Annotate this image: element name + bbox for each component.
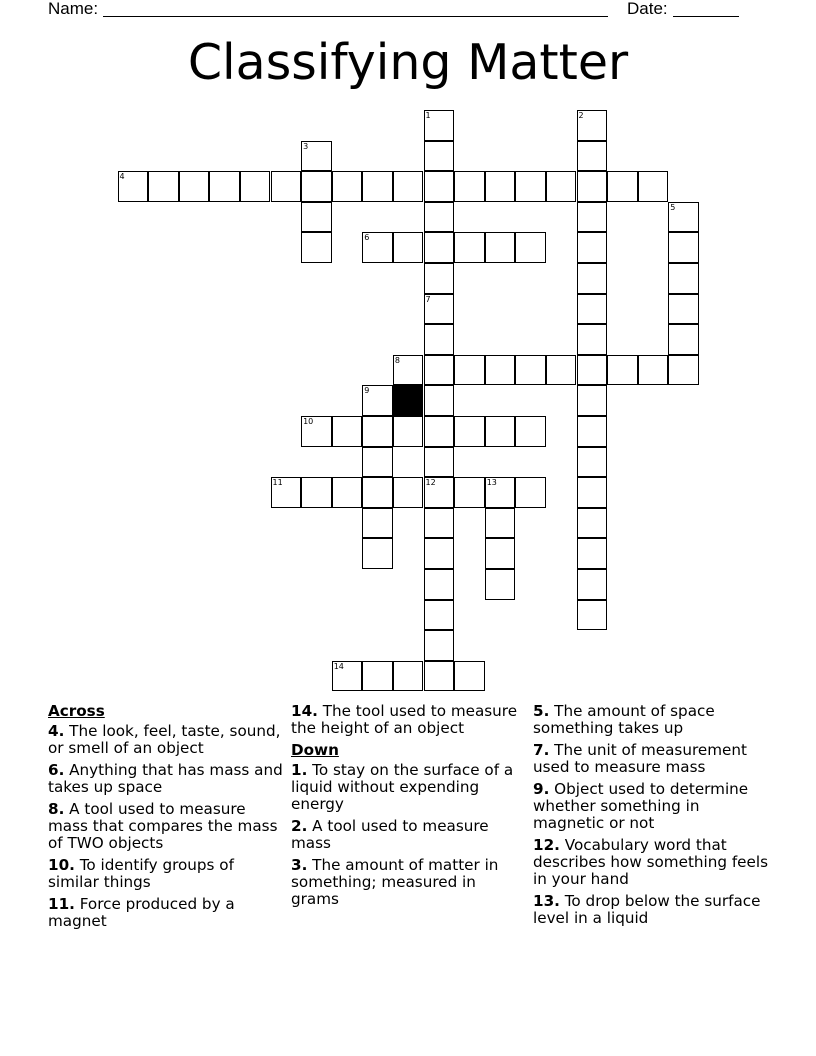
cell-number: 3 xyxy=(303,141,309,151)
clue-across-14 xyxy=(291,703,527,737)
grid-cell[interactable] xyxy=(485,538,516,569)
cell-number: 13 xyxy=(486,478,497,488)
clue-number: 5. xyxy=(533,702,550,720)
grid-cell[interactable] xyxy=(454,355,485,386)
grid-cell[interactable] xyxy=(424,232,455,263)
cell-number: 11 xyxy=(272,478,283,488)
grid-cell[interactable] xyxy=(668,324,699,355)
grid-cell[interactable] xyxy=(393,416,424,447)
grid-cell[interactable] xyxy=(454,661,485,692)
clue-text: Force produced by a magnet xyxy=(48,895,235,930)
cell-number: 2 xyxy=(578,111,584,120)
grid-cell[interactable] xyxy=(485,477,516,508)
black-cell xyxy=(393,385,424,416)
grid-cell[interactable] xyxy=(577,324,608,355)
grid-cell[interactable] xyxy=(577,171,608,202)
grid-cell[interactable] xyxy=(393,477,424,508)
grid-cell[interactable] xyxy=(577,232,608,263)
grid-cell[interactable] xyxy=(362,416,393,447)
grid-cell[interactable] xyxy=(546,355,577,386)
down-heading: Down xyxy=(291,741,339,759)
grid-cell[interactable] xyxy=(424,569,455,600)
grid-cell[interactable] xyxy=(362,661,393,692)
grid-cell[interactable] xyxy=(301,202,332,233)
grid-cell[interactable] xyxy=(577,477,608,508)
grid-cell[interactable] xyxy=(577,416,608,447)
clue-number: 4. xyxy=(48,722,65,740)
grid-cell[interactable] xyxy=(362,447,393,478)
clue-number: 6. xyxy=(48,761,65,779)
cell-number: 6 xyxy=(364,233,370,243)
clue-number: 9. xyxy=(533,780,550,798)
clue-across-6 xyxy=(48,762,284,796)
grid-cell[interactable] xyxy=(424,661,455,692)
grid-cell[interactable] xyxy=(271,477,302,508)
clues-column-3 xyxy=(533,700,769,932)
grid-cell[interactable] xyxy=(424,630,455,661)
grid-cell[interactable] xyxy=(577,202,608,233)
clue-number: 2. xyxy=(291,817,308,835)
grid-cell[interactable] xyxy=(332,661,363,692)
clue-text: Vocabulary word that describes how something feels in your hand xyxy=(533,836,769,888)
grid-cell[interactable] xyxy=(577,294,608,325)
cell-number: 9 xyxy=(364,386,370,396)
clues-column-1 xyxy=(48,700,284,935)
clue-down-1 xyxy=(291,762,527,813)
grid-cell[interactable] xyxy=(148,171,179,202)
clue-text: A tool used to measure mass that compares the mass of TWO objects xyxy=(48,800,278,852)
clue-number: 11. xyxy=(48,895,75,913)
grid-cell[interactable] xyxy=(607,171,638,202)
grid-cell[interactable] xyxy=(668,294,699,325)
grid-cell[interactable] xyxy=(424,202,455,233)
clue-text: Object used to determine whether something in magnetic or not xyxy=(533,780,749,832)
grid-cell[interactable] xyxy=(546,171,577,202)
grid-cell[interactable] xyxy=(515,477,546,508)
grid-cell[interactable] xyxy=(454,477,485,508)
clue-text: To drop below the surface level in a liquid xyxy=(533,892,761,927)
clue-down-12 xyxy=(533,837,769,888)
grid-cell[interactable] xyxy=(424,355,455,386)
grid-cell[interactable] xyxy=(301,171,332,202)
grid-cell[interactable] xyxy=(332,171,363,202)
grid-cell[interactable] xyxy=(179,171,210,202)
clue-number: 12. xyxy=(533,836,560,854)
grid-cell[interactable] xyxy=(362,538,393,569)
cell-number: 10 xyxy=(303,417,314,426)
grid-cell[interactable] xyxy=(332,477,363,508)
date-label: Date: xyxy=(627,0,668,18)
clue-down-5 xyxy=(533,703,769,737)
clue-across-11 xyxy=(48,896,284,930)
grid-cell[interactable] xyxy=(424,600,455,631)
cell-number: 5 xyxy=(670,202,676,212)
clue-down-9 xyxy=(533,781,769,832)
clue-text: To identify groups of similar things xyxy=(48,856,234,891)
grid-cell[interactable] xyxy=(668,355,699,386)
grid-cell[interactable] xyxy=(515,171,546,202)
clues-column-2 xyxy=(291,700,527,913)
clue-down-3 xyxy=(291,857,527,908)
grid-cell[interactable] xyxy=(362,232,393,263)
grid-cell[interactable] xyxy=(515,355,546,386)
grid-cell[interactable] xyxy=(271,171,302,202)
grid-cell[interactable] xyxy=(607,355,638,386)
grid-cell[interactable] xyxy=(577,538,608,569)
grid-cell[interactable] xyxy=(424,110,455,141)
clue-text: The unit of measurement used to measure mass xyxy=(533,741,747,776)
clue-number: 3. xyxy=(291,856,308,874)
cell-number: 4 xyxy=(119,172,125,182)
clue-text: The look, feel, taste, sound, or smell of an object xyxy=(48,722,281,757)
grid-cell[interactable] xyxy=(454,232,485,263)
grid-cell[interactable] xyxy=(577,263,608,294)
grid-cell[interactable] xyxy=(668,202,699,233)
clue-text: The amount of space something takes up xyxy=(533,702,715,737)
grid-cell[interactable] xyxy=(485,171,516,202)
grid-cell[interactable] xyxy=(577,110,608,141)
grid-cell[interactable] xyxy=(485,232,516,263)
grid-cell[interactable] xyxy=(240,171,271,202)
grid-cell[interactable] xyxy=(577,600,608,631)
grid-cell[interactable] xyxy=(424,171,455,202)
clue-number: 13. xyxy=(533,892,560,910)
grid-cell[interactable] xyxy=(332,416,363,447)
grid-cell[interactable] xyxy=(515,416,546,447)
grid-cell[interactable] xyxy=(362,508,393,539)
name-label: Name: xyxy=(48,0,99,18)
grid-cell[interactable] xyxy=(577,447,608,478)
grid-cell[interactable] xyxy=(393,232,424,263)
grid-cell[interactable] xyxy=(577,569,608,600)
grid-cell[interactable] xyxy=(424,385,455,416)
grid-cell[interactable] xyxy=(424,141,455,172)
grid-cell[interactable] xyxy=(424,538,455,569)
clue-text: A tool used to measure mass xyxy=(291,817,489,852)
clue-text: Anything that has mass and takes up space xyxy=(48,761,283,796)
grid-cell[interactable] xyxy=(577,141,608,172)
grid-cell[interactable] xyxy=(301,477,332,508)
grid-cell[interactable] xyxy=(424,508,455,539)
grid-cell[interactable] xyxy=(301,416,332,447)
grid-cell[interactable] xyxy=(424,294,455,325)
grid-cell[interactable] xyxy=(209,171,240,202)
clue-across-10 xyxy=(48,857,284,891)
grid-cell[interactable] xyxy=(454,416,485,447)
grid-cell[interactable] xyxy=(577,355,608,386)
grid-cell[interactable] xyxy=(424,416,455,447)
grid-cell[interactable] xyxy=(577,508,608,539)
grid-cell[interactable] xyxy=(301,232,332,263)
cell-number: 12 xyxy=(425,478,436,488)
grid-cell[interactable] xyxy=(577,385,608,416)
grid-cell[interactable] xyxy=(515,232,546,263)
cell-number: 1 xyxy=(425,111,431,120)
across-heading: Across xyxy=(48,702,105,720)
clue-number: 1. xyxy=(291,761,308,779)
grid-cell[interactable] xyxy=(393,355,424,386)
grid-cell[interactable] xyxy=(301,141,332,172)
grid-cell[interactable] xyxy=(424,477,455,508)
clue-text: The amount of matter in something; measured in grams xyxy=(291,856,499,908)
clue-down-2 xyxy=(291,818,527,852)
grid-cell[interactable] xyxy=(668,263,699,294)
grid-cell[interactable] xyxy=(393,171,424,202)
grid-cell[interactable] xyxy=(485,569,516,600)
grid-cell[interactable] xyxy=(485,355,516,386)
grid-cell[interactable] xyxy=(485,508,516,539)
page-title: Classifying Matter xyxy=(187,34,629,91)
clue-down-7 xyxy=(533,742,769,776)
clue-number: 14. xyxy=(291,702,318,720)
clue-text: The tool used to measure the height of an object xyxy=(291,702,518,737)
grid-cell[interactable] xyxy=(362,385,393,416)
clue-down-13 xyxy=(533,893,769,927)
grid-cell[interactable] xyxy=(638,355,669,386)
grid-cell[interactable] xyxy=(668,232,699,263)
grid-cell[interactable] xyxy=(424,324,455,355)
grid-cell[interactable] xyxy=(393,661,424,692)
grid-cell[interactable] xyxy=(454,171,485,202)
cell-number: 14 xyxy=(333,661,344,671)
grid-cell[interactable] xyxy=(118,171,149,202)
clue-number: 7. xyxy=(533,741,550,759)
grid-cell[interactable] xyxy=(362,171,393,202)
clue-number: 8. xyxy=(48,800,65,818)
cell-number: 7 xyxy=(425,294,431,304)
clue-number: 10. xyxy=(48,856,75,874)
grid-cell[interactable] xyxy=(424,263,455,294)
grid-cell[interactable] xyxy=(362,477,393,508)
clue-across-4 xyxy=(48,723,284,757)
clue-across-8 xyxy=(48,801,284,852)
grid-cell[interactable] xyxy=(424,447,455,478)
cell-number: 8 xyxy=(394,355,400,365)
clue-text: To stay on the surface of a liquid without expending energy xyxy=(291,761,514,813)
grid-cell[interactable] xyxy=(485,416,516,447)
grid-cell[interactable] xyxy=(638,171,669,202)
